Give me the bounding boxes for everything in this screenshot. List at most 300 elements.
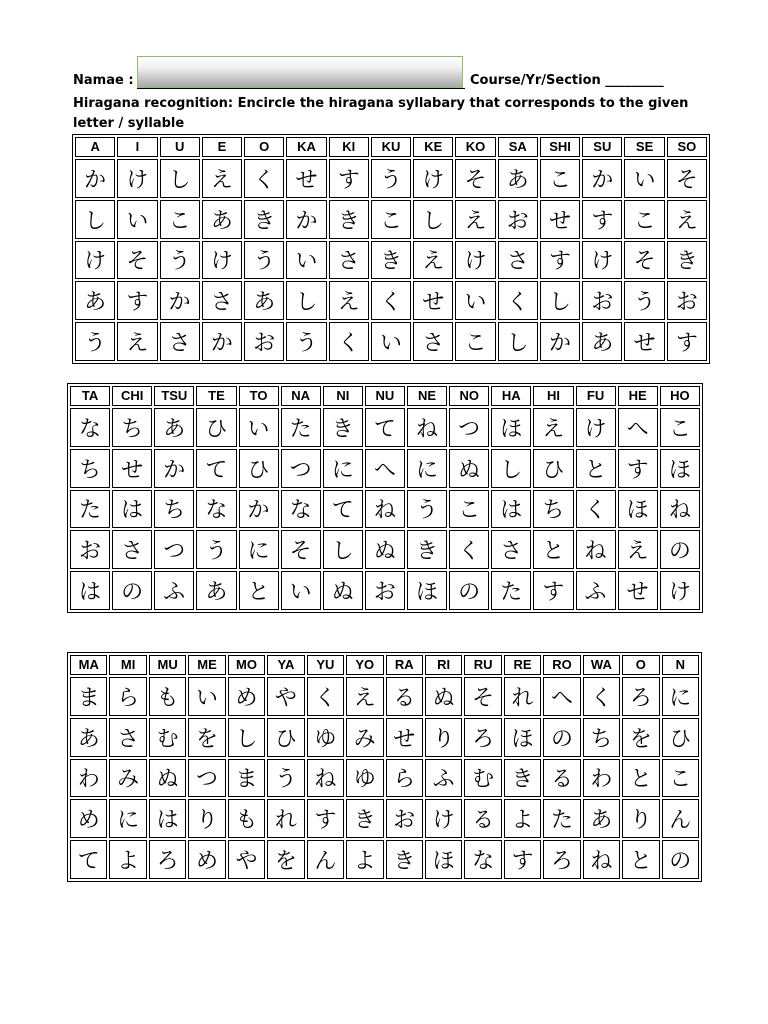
kana-cell[interactable]: め: [70, 799, 107, 838]
kana-row: [70, 530, 700, 569]
kana-cell[interactable]: え: [667, 200, 707, 239]
kana-cell[interactable]: き: [323, 408, 363, 447]
kana-cell[interactable]: や: [228, 840, 265, 879]
kana-cell[interactable]: ふ: [425, 759, 462, 798]
hiragana-table-t-n-h: [67, 383, 703, 613]
syllable-header-cell: A: [75, 137, 115, 157]
kana-cell[interactable]: ゆ: [346, 759, 383, 798]
kana-cell[interactable]: き: [244, 200, 284, 239]
kana-cell[interactable]: は: [491, 490, 531, 529]
kana-cell[interactable]: ほ: [618, 490, 658, 529]
kana-cell[interactable]: れ: [504, 677, 541, 716]
syllable-header-row: [70, 655, 699, 675]
syllable-header-cell: KO: [455, 137, 495, 157]
kana-cell[interactable]: き: [407, 530, 447, 569]
kana-cell[interactable]: さ: [329, 241, 369, 280]
kana-cell[interactable]: は: [112, 490, 152, 529]
kana-cell[interactable]: に: [407, 449, 447, 488]
kana-cell[interactable]: し: [228, 718, 265, 757]
kana-cell[interactable]: は: [149, 799, 186, 838]
kana-cell[interactable]: ほ: [425, 840, 462, 879]
kana-cell[interactable]: す: [667, 322, 707, 361]
kana-cell[interactable]: は: [70, 571, 110, 610]
kana-cell[interactable]: す: [582, 200, 622, 239]
kana-cell[interactable]: た: [543, 799, 580, 838]
kana-cell[interactable]: い: [286, 241, 326, 280]
kana-cell[interactable]: あ: [75, 281, 115, 320]
kana-cell[interactable]: さ: [112, 530, 152, 569]
kana-cell[interactable]: た: [491, 571, 531, 610]
syllable-header-cell: TE: [196, 386, 236, 406]
syllable-header-cell: I: [117, 137, 157, 157]
kana-cell[interactable]: わ: [583, 759, 620, 798]
kana-cell[interactable]: よ: [504, 799, 541, 838]
kana-cell[interactable]: き: [371, 241, 411, 280]
syllable-header-cell: HI: [533, 386, 573, 406]
kana-cell[interactable]: ね: [660, 490, 700, 529]
kana-cell[interactable]: こ: [662, 759, 699, 798]
kana-cell[interactable]: つ: [449, 408, 489, 447]
kana-cell[interactable]: こ: [624, 200, 664, 239]
kana-cell[interactable]: く: [498, 281, 538, 320]
kana-row: [75, 322, 707, 361]
syllable-header-cell: RU: [464, 655, 501, 675]
kana-row: [75, 159, 707, 198]
kana-cell[interactable]: か: [239, 490, 279, 529]
instructions: Hiragana recognition: Encircle the hiragana syllabary that corresponds to the given letter / syllable: [73, 96, 689, 131]
kana-cell[interactable]: を: [188, 718, 225, 757]
kana-cell[interactable]: さ: [160, 322, 200, 361]
syllable-header-cell: MU: [149, 655, 186, 675]
kana-cell[interactable]: な: [281, 490, 321, 529]
kana-cell[interactable]: ち: [112, 408, 152, 447]
kana-cell[interactable]: そ: [455, 159, 495, 198]
kana-cell[interactable]: に: [109, 799, 146, 838]
kana-cell[interactable]: け: [582, 241, 622, 280]
kana-row: [70, 490, 700, 529]
syllable-header-row: [70, 386, 700, 406]
kana-cell[interactable]: こ: [455, 322, 495, 361]
kana-cell[interactable]: あ: [202, 200, 242, 239]
kana-cell[interactable]: れ: [267, 799, 304, 838]
kana-cell[interactable]: な: [70, 408, 110, 447]
kana-cell[interactable]: け: [75, 241, 115, 280]
kana-cell[interactable]: に: [239, 530, 279, 569]
kana-cell[interactable]: の: [543, 718, 580, 757]
kana-cell[interactable]: ひ: [533, 449, 573, 488]
syllable-header-cell: YO: [346, 655, 383, 675]
kana-cell[interactable]: ろ: [622, 677, 659, 716]
kana-cell[interactable]: く: [576, 490, 616, 529]
kana-cell[interactable]: え: [618, 530, 658, 569]
kana-cell[interactable]: ん: [307, 840, 344, 879]
kana-cell[interactable]: を: [267, 840, 304, 879]
kana-cell[interactable]: ね: [583, 840, 620, 879]
kana-cell[interactable]: き: [346, 799, 383, 838]
kana-cell[interactable]: す: [504, 840, 541, 879]
kana-cell[interactable]: さ: [413, 322, 453, 361]
syllable-header-cell: TO: [239, 386, 279, 406]
kana-cell[interactable]: う: [196, 530, 236, 569]
kana-cell[interactable]: か: [75, 159, 115, 198]
syllable-header-cell: E: [202, 137, 242, 157]
kana-cell[interactable]: ん: [662, 799, 699, 838]
kana-cell[interactable]: ち: [70, 449, 110, 488]
kana-cell[interactable]: お: [70, 530, 110, 569]
kana-cell[interactable]: ひ: [662, 718, 699, 757]
kana-cell[interactable]: の: [662, 840, 699, 879]
syllable-header-cell: MO: [228, 655, 265, 675]
kana-cell[interactable]: と: [576, 449, 616, 488]
syllable-header-cell: HE: [618, 386, 658, 406]
kana-cell[interactable]: い: [455, 281, 495, 320]
kana-cell[interactable]: ぬ: [365, 530, 405, 569]
kana-cell[interactable]: ね: [407, 408, 447, 447]
kana-cell[interactable]: へ: [365, 449, 405, 488]
kana-row: [75, 281, 707, 320]
kana-cell[interactable]: さ: [202, 281, 242, 320]
kana-cell[interactable]: そ: [117, 241, 157, 280]
kana-cell[interactable]: な: [196, 490, 236, 529]
kana-cell[interactable]: あ: [154, 408, 194, 447]
kana-cell[interactable]: ほ: [407, 571, 447, 610]
kana-cell[interactable]: く: [307, 677, 344, 716]
kana-cell[interactable]: よ: [346, 840, 383, 879]
kana-cell[interactable]: き: [386, 840, 423, 879]
kana-cell[interactable]: か: [582, 159, 622, 198]
kana-cell[interactable]: た: [70, 490, 110, 529]
kana-cell[interactable]: お: [582, 281, 622, 320]
kana-cell[interactable]: い: [239, 408, 279, 447]
kana-cell[interactable]: よ: [109, 840, 146, 879]
kana-cell[interactable]: お: [667, 281, 707, 320]
kana-cell[interactable]: ね: [307, 759, 344, 798]
syllable-header-cell: RI: [425, 655, 462, 675]
kana-cell[interactable]: ろ: [464, 718, 501, 757]
kana-cell[interactable]: さ: [109, 718, 146, 757]
kana-cell[interactable]: わ: [70, 759, 107, 798]
kana-cell[interactable]: し: [75, 200, 115, 239]
kana-cell[interactable]: ね: [576, 530, 616, 569]
kana-cell[interactable]: お: [386, 799, 423, 838]
kana-cell[interactable]: ろ: [543, 840, 580, 879]
kana-cell[interactable]: え: [346, 677, 383, 716]
kana-cell[interactable]: と: [533, 530, 573, 569]
kana-cell[interactable]: ひ: [239, 449, 279, 488]
syllable-header-cell: O: [244, 137, 284, 157]
kana-cell[interactable]: て: [70, 840, 107, 879]
syllable-header-cell: O: [622, 655, 659, 675]
kana-row: [70, 677, 699, 716]
syllable-header-cell: NU: [365, 386, 405, 406]
kana-cell[interactable]: し: [323, 530, 363, 569]
kana-cell[interactable]: お: [498, 200, 538, 239]
kana-cell[interactable]: ち: [533, 490, 573, 529]
kana-cell[interactable]: く: [244, 159, 284, 198]
kana-cell[interactable]: け: [413, 159, 453, 198]
kana-cell[interactable]: う: [286, 322, 326, 361]
kana-row: [70, 799, 699, 838]
kana-cell[interactable]: え: [329, 281, 369, 320]
kana-cell[interactable]: す: [533, 571, 573, 610]
kana-cell[interactable]: ぬ: [149, 759, 186, 798]
kana-cell[interactable]: み: [109, 759, 146, 798]
kana-cell[interactable]: る: [464, 799, 501, 838]
kana-cell[interactable]: い: [117, 200, 157, 239]
kana-cell[interactable]: の: [660, 530, 700, 569]
kana-cell[interactable]: へ: [618, 408, 658, 447]
kana-row: [70, 571, 700, 610]
kana-cell[interactable]: た: [281, 408, 321, 447]
kana-cell[interactable]: う: [624, 281, 664, 320]
kana-cell[interactable]: そ: [667, 159, 707, 198]
kana-cell[interactable]: か: [160, 281, 200, 320]
kana-cell[interactable]: し: [413, 200, 453, 239]
kana-cell[interactable]: も: [149, 677, 186, 716]
kana-cell[interactable]: く: [371, 281, 411, 320]
kana-cell[interactable]: あ: [244, 281, 284, 320]
kana-cell[interactable]: り: [622, 799, 659, 838]
kana-row: [70, 840, 699, 879]
kana-cell[interactable]: ま: [70, 677, 107, 716]
kana-cell[interactable]: ひ: [196, 408, 236, 447]
kana-cell[interactable]: ほ: [491, 408, 531, 447]
syllable-header-cell: YU: [307, 655, 344, 675]
kana-cell[interactable]: を: [622, 718, 659, 757]
kana-cell[interactable]: す: [329, 159, 369, 198]
kana-cell[interactable]: あ: [583, 799, 620, 838]
kana-cell[interactable]: か: [286, 200, 326, 239]
kana-cell[interactable]: え: [202, 159, 242, 198]
hiragana-table-vowels-k-s: [72, 134, 710, 364]
kana-cell[interactable]: な: [464, 840, 501, 879]
kana-cell[interactable]: せ: [413, 281, 453, 320]
kana-cell[interactable]: む: [464, 759, 501, 798]
hiragana-table-m-y-r-w: [67, 652, 702, 882]
syllable-header-cell: FU: [576, 386, 616, 406]
kana-cell[interactable]: け: [202, 241, 242, 280]
syllable-header-cell: KU: [371, 137, 411, 157]
name-input-box[interactable]: [137, 56, 463, 88]
kana-cell[interactable]: ふ: [154, 571, 194, 610]
kana-cell[interactable]: ら: [109, 677, 146, 716]
kana-cell[interactable]: さ: [491, 530, 531, 569]
kana-cell[interactable]: せ: [540, 200, 580, 239]
kana-cell[interactable]: お: [365, 571, 405, 610]
kana-cell[interactable]: え: [117, 322, 157, 361]
syllable-header-cell: HA: [491, 386, 531, 406]
kana-cell[interactable]: あ: [498, 159, 538, 198]
course-yr-section-label: Course/Yr/Section _________: [470, 73, 664, 88]
syllable-header-row: [75, 137, 707, 157]
name-label: Namae :: [73, 73, 134, 88]
syllable-header-cell: RA: [386, 655, 423, 675]
kana-cell[interactable]: け: [425, 799, 462, 838]
kana-cell[interactable]: し: [491, 449, 531, 488]
kana-cell[interactable]: こ: [540, 159, 580, 198]
name-underline: [137, 88, 465, 89]
kana-cell[interactable]: え: [455, 200, 495, 239]
kana-cell[interactable]: し: [498, 322, 538, 361]
kana-cell[interactable]: ふ: [576, 571, 616, 610]
kana-cell[interactable]: や: [267, 677, 304, 716]
syllable-header-cell: RO: [543, 655, 580, 675]
kana-cell[interactable]: つ: [154, 530, 194, 569]
kana-cell[interactable]: む: [149, 718, 186, 757]
kana-cell[interactable]: く: [583, 677, 620, 716]
kana-cell[interactable]: ゆ: [307, 718, 344, 757]
kana-cell[interactable]: そ: [624, 241, 664, 280]
syllable-header-cell: U: [160, 137, 200, 157]
kana-cell[interactable]: み: [346, 718, 383, 757]
kana-cell[interactable]: ほ: [660, 449, 700, 488]
kana-cell[interactable]: り: [188, 799, 225, 838]
syllable-header-cell: YA: [267, 655, 304, 675]
kana-cell[interactable]: あ: [70, 718, 107, 757]
kana-cell[interactable]: め: [228, 677, 265, 716]
kana-cell[interactable]: と: [622, 759, 659, 798]
syllable-header-cell: TA: [70, 386, 110, 406]
syllable-header-cell: KA: [286, 137, 326, 157]
kana-row: [70, 718, 699, 757]
syllable-header-cell: HO: [660, 386, 700, 406]
kana-cell[interactable]: き: [504, 759, 541, 798]
kana-row: [70, 759, 699, 798]
kana-cell[interactable]: く: [449, 530, 489, 569]
kana-cell[interactable]: こ: [449, 490, 489, 529]
kana-cell[interactable]: の: [112, 571, 152, 610]
kana-cell[interactable]: て: [365, 408, 405, 447]
kana-cell[interactable]: け: [455, 241, 495, 280]
kana-cell[interactable]: と: [239, 571, 279, 610]
kana-cell[interactable]: う: [371, 159, 411, 198]
kana-cell[interactable]: か: [202, 322, 242, 361]
kana-cell[interactable]: る: [543, 759, 580, 798]
kana-cell[interactable]: ぬ: [449, 449, 489, 488]
kana-cell[interactable]: す: [618, 449, 658, 488]
kana-cell[interactable]: い: [188, 677, 225, 716]
kana-cell[interactable]: い: [371, 322, 411, 361]
kana-cell[interactable]: し: [160, 159, 200, 198]
kana-cell[interactable]: い: [624, 159, 664, 198]
kana-cell[interactable]: せ: [386, 718, 423, 757]
kana-cell[interactable]: ね: [365, 490, 405, 529]
syllable-header-cell: WA: [583, 655, 620, 675]
kana-cell[interactable]: そ: [464, 677, 501, 716]
kana-cell[interactable]: い: [281, 571, 321, 610]
kana-cell[interactable]: こ: [160, 200, 200, 239]
kana-row: [70, 408, 700, 447]
kana-row: [75, 241, 707, 280]
syllable-header-cell: NA: [281, 386, 321, 406]
syllable-header-cell: MI: [109, 655, 146, 675]
kana-cell[interactable]: も: [228, 799, 265, 838]
kana-cell[interactable]: せ: [286, 159, 326, 198]
kana-row: [70, 449, 700, 488]
syllable-header-cell: TSU: [154, 386, 194, 406]
syllable-header-cell: SHI: [540, 137, 580, 157]
kana-cell[interactable]: う: [407, 490, 447, 529]
kana-cell[interactable]: し: [540, 281, 580, 320]
kana-cell[interactable]: お: [244, 322, 284, 361]
syllable-header-cell: KE: [413, 137, 453, 157]
syllable-header-cell: MA: [70, 655, 107, 675]
kana-cell[interactable]: せ: [618, 571, 658, 610]
kana-cell[interactable]: と: [622, 840, 659, 879]
kana-cell[interactable]: す: [540, 241, 580, 280]
kana-cell[interactable]: ろ: [149, 840, 186, 879]
kana-cell[interactable]: す: [117, 281, 157, 320]
kana-cell[interactable]: え: [533, 408, 573, 447]
kana-cell[interactable]: こ: [371, 200, 411, 239]
kana-cell[interactable]: に: [662, 677, 699, 716]
kana-cell[interactable]: け: [117, 159, 157, 198]
kana-cell[interactable]: う: [267, 759, 304, 798]
kana-cell[interactable]: せ: [624, 322, 664, 361]
syllable-header-cell: NI: [323, 386, 363, 406]
kana-cell[interactable]: う: [244, 241, 284, 280]
kana-cell[interactable]: ぬ: [425, 677, 462, 716]
syllable-header-cell: N: [662, 655, 699, 675]
kana-cell[interactable]: ら: [386, 759, 423, 798]
syllable-header-cell: KI: [329, 137, 369, 157]
kana-cell[interactable]: ぬ: [323, 571, 363, 610]
kana-cell[interactable]: の: [449, 571, 489, 610]
kana-cell[interactable]: つ: [281, 449, 321, 488]
kana-cell[interactable]: て: [323, 490, 363, 529]
kana-cell[interactable]: し: [286, 281, 326, 320]
kana-cell[interactable]: さ: [498, 241, 538, 280]
kana-cell[interactable]: そ: [281, 530, 321, 569]
kana-cell[interactable]: ま: [228, 759, 265, 798]
kana-cell[interactable]: に: [323, 449, 363, 488]
kana-cell[interactable]: う: [160, 241, 200, 280]
kana-cell[interactable]: す: [307, 799, 344, 838]
syllable-header-cell: ME: [188, 655, 225, 675]
kana-cell[interactable]: ち: [154, 490, 194, 529]
kana-cell[interactable]: き: [329, 200, 369, 239]
kana-cell[interactable]: か: [540, 322, 580, 361]
kana-cell[interactable]: つ: [188, 759, 225, 798]
kana-cell[interactable]: け: [660, 571, 700, 610]
kana-cell[interactable]: き: [667, 241, 707, 280]
syllable-header-cell: SE: [624, 137, 664, 157]
kana-cell[interactable]: く: [329, 322, 369, 361]
kana-row: [75, 200, 707, 239]
kana-cell[interactable]: せ: [112, 449, 152, 488]
kana-cell[interactable]: め: [188, 840, 225, 879]
kana-cell[interactable]: ひ: [267, 718, 304, 757]
kana-cell[interactable]: ち: [583, 718, 620, 757]
kana-cell[interactable]: あ: [196, 571, 236, 610]
syllable-header-cell: SA: [498, 137, 538, 157]
kana-cell[interactable]: ほ: [504, 718, 541, 757]
kana-cell[interactable]: る: [386, 677, 423, 716]
kana-cell[interactable]: え: [413, 241, 453, 280]
kana-cell[interactable]: こ: [660, 408, 700, 447]
syllable-header-cell: NE: [407, 386, 447, 406]
kana-cell[interactable]: あ: [582, 322, 622, 361]
kana-cell[interactable]: て: [196, 449, 236, 488]
kana-cell[interactable]: へ: [543, 677, 580, 716]
kana-cell[interactable]: け: [576, 408, 616, 447]
kana-cell[interactable]: う: [75, 322, 115, 361]
kana-cell[interactable]: り: [425, 718, 462, 757]
kana-cell[interactable]: か: [154, 449, 194, 488]
syllable-header-cell: NO: [449, 386, 489, 406]
syllable-header-cell: SU: [582, 137, 622, 157]
syllable-header-cell: RE: [504, 655, 541, 675]
